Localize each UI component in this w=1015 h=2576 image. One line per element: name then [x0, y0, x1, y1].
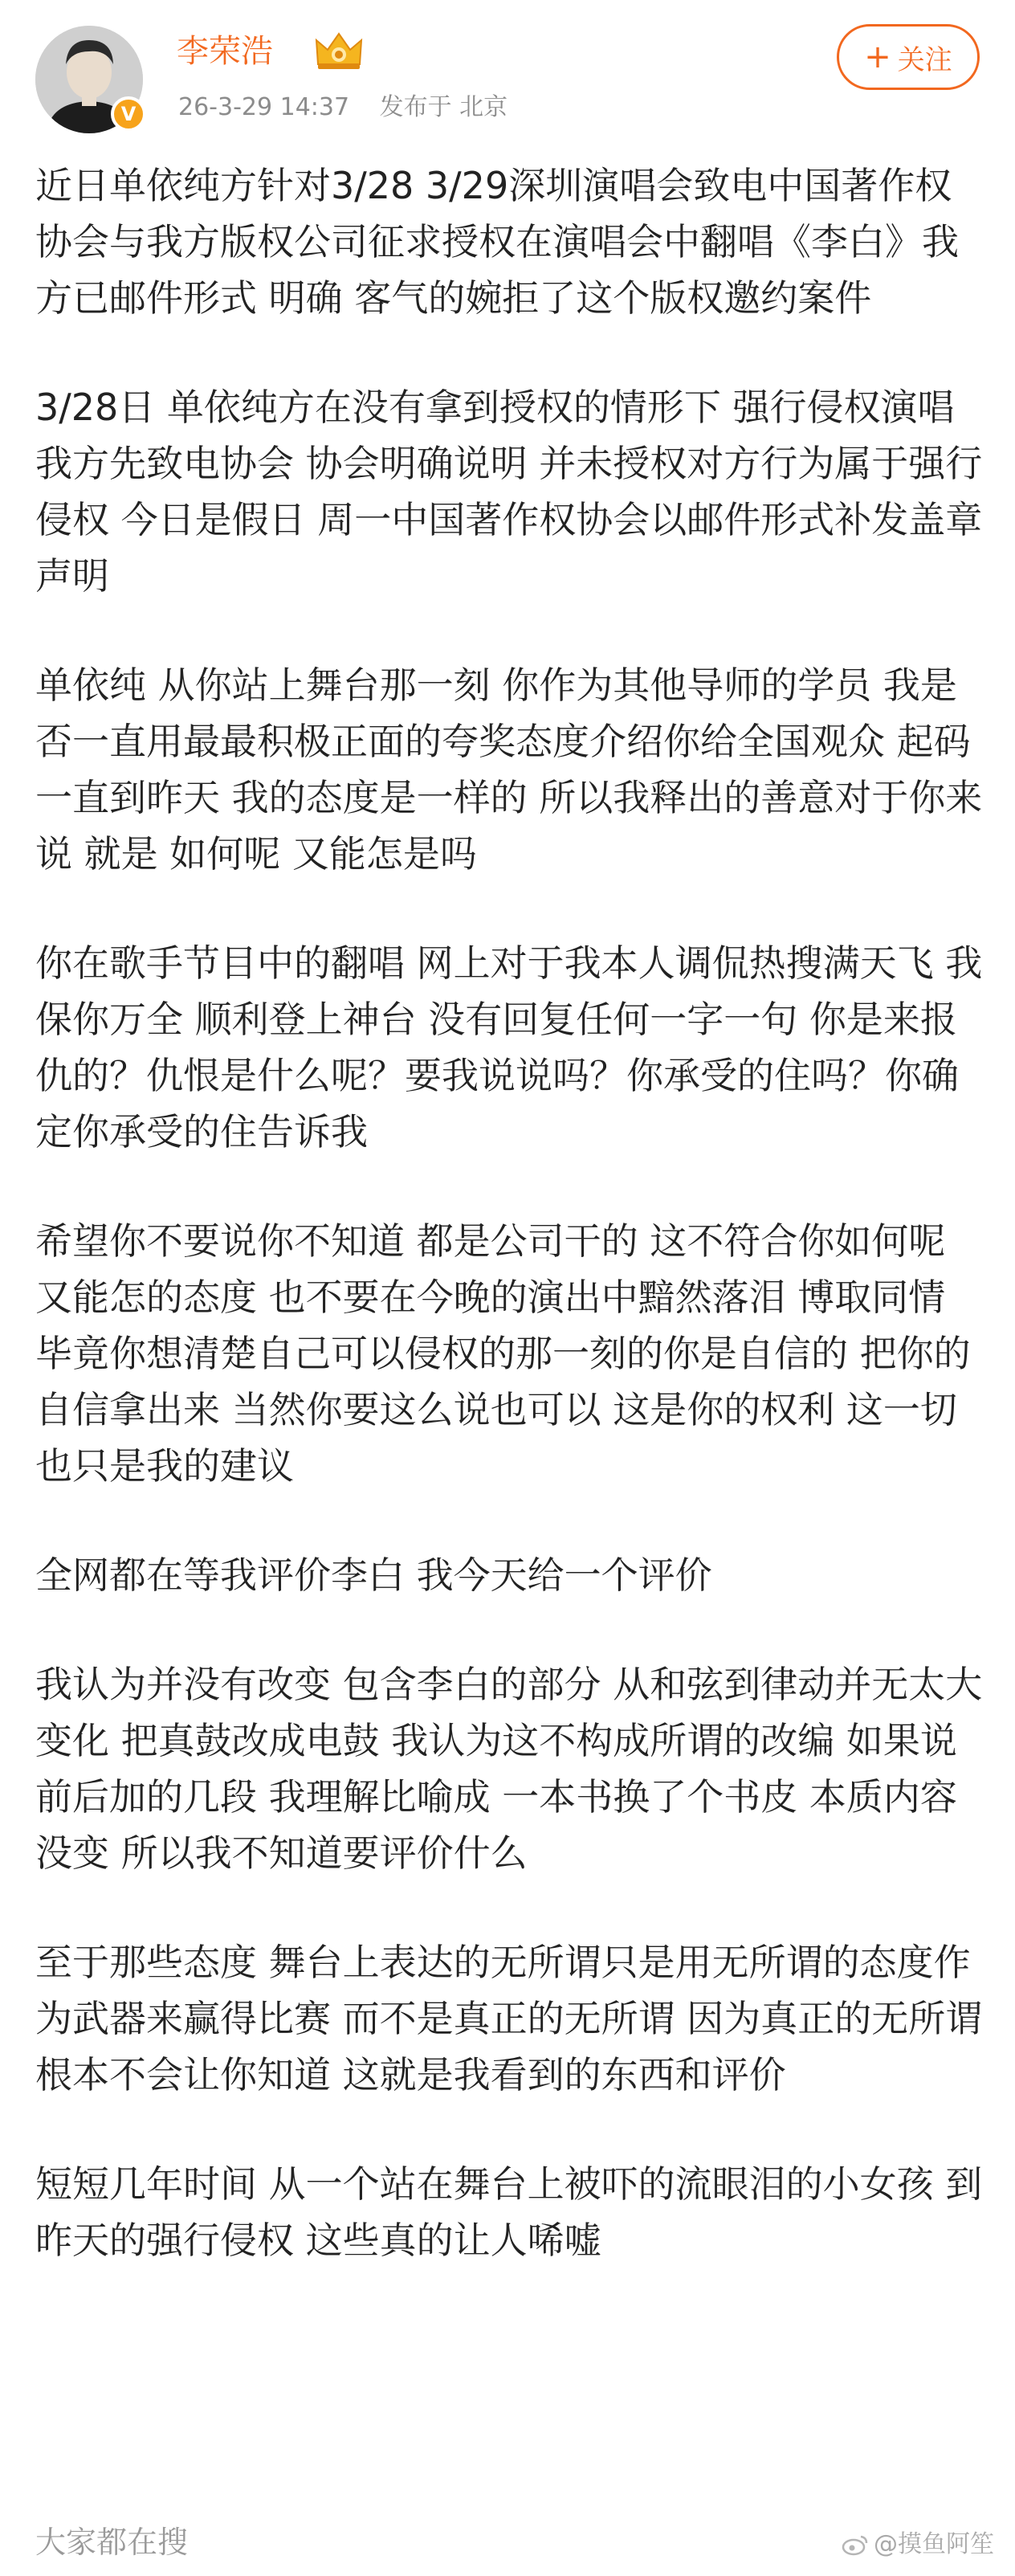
- post-paragraph: 全网都在等我评价李白 我今天给一个评价: [35, 1553, 712, 1597]
- post-paragraph: 希望你不要说你不知道 都是公司干的 这不符合你如何呢 又能怎的态度 也不要在今晚的演出中黯然落泪 博取同情 毕竟你想清楚自己可以侵权的那一刻的你是自信的 把你的自信拿出来 当然你要这么说也可以 这是你的权利 这一切也只是我的建议: [35, 1219, 971, 1488]
- post-paragraph: 3/28日 单依纯方在没有拿到授权的情形下 强行侵权演唱 我方先致电协会 协会明确说明 并未授权对方行为属于强行侵权 今日是假日 周一中国著作权协会以邮件形式补发盖章声明: [35, 386, 983, 598]
- plus-icon: +: [864, 39, 891, 76]
- post-time: 26-3-29 14:37: [178, 93, 350, 121]
- post-paragraph: 至于那些态度 舞台上表达的无所谓只是用无所谓的态度作为武器来赢得比赛 而不是真正的无所谓 因为真正的无所谓根本不会让你知道 这就是我看到的东西和评价: [35, 1941, 983, 2096]
- post-paragraph: 近日单依纯方针对3/28 3/29深圳演唱会致电中国著作权协会与我方版权公司征求授权在演唱会中翻唱《李白》我方已邮件形式 明确 客气的婉拒了这个版权邀约案件: [35, 164, 959, 320]
- author-name[interactable]: 李荣浩: [177, 33, 273, 70]
- watermark: [842, 2530, 994, 2559]
- watermark-text: @摸鱼阿笙: [874, 2530, 994, 2558]
- post-paragraph: 你在歌手节目中的翻唱 网上对于我本人调侃热搜满天飞 我保你万全 顺利登上神台 没有回复任何一字一句 你是来报仇的？仇恨是什么呢？要我说说吗？你承受的住吗？你确定你承受的住告诉我: [35, 941, 983, 1153]
- post-header: [0, 0, 1015, 145]
- weibo-logo-icon: [842, 2533, 869, 2556]
- trending-search-label[interactable]: 大家都在搜: [35, 2525, 189, 2560]
- crown-icon[interactable]: [313, 29, 365, 72]
- follow-button-label: 关注: [897, 43, 952, 76]
- post-meta: [178, 93, 507, 122]
- post-paragraph: 单依纯 从你站上舞台那一刻 你作为其他导师的学员 我是否一直用最最积极正面的夸奖态度介绍你给全国观众 起码一直到昨天 我的态度是一样的 所以我释出的善意对于你来说 就是 如何呢 又能怎是吗: [35, 663, 983, 876]
- post-paragraph: 我认为并没有改变 包含李白的部分 从和弦到律动并无太大变化 把真鼓改成电鼓 我认为这不构成所谓的改编 如果说 前后加的几段 我理解比喻成 一本书换了个书皮 本质内容没变 所以我不知道要评价什么: [35, 1663, 983, 1875]
- post-location: 发布于 北京: [379, 93, 508, 121]
- post-paragraph: 短短几年时间 从一个站在舞台上被吓的流眼泪的小女孩 到昨天的强行侵权 这些真的让人唏嘘: [35, 2162, 983, 2262]
- post-body: [35, 157, 983, 2268]
- verified-badge-icon: V: [111, 96, 146, 132]
- follow-button[interactable]: [837, 24, 980, 90]
